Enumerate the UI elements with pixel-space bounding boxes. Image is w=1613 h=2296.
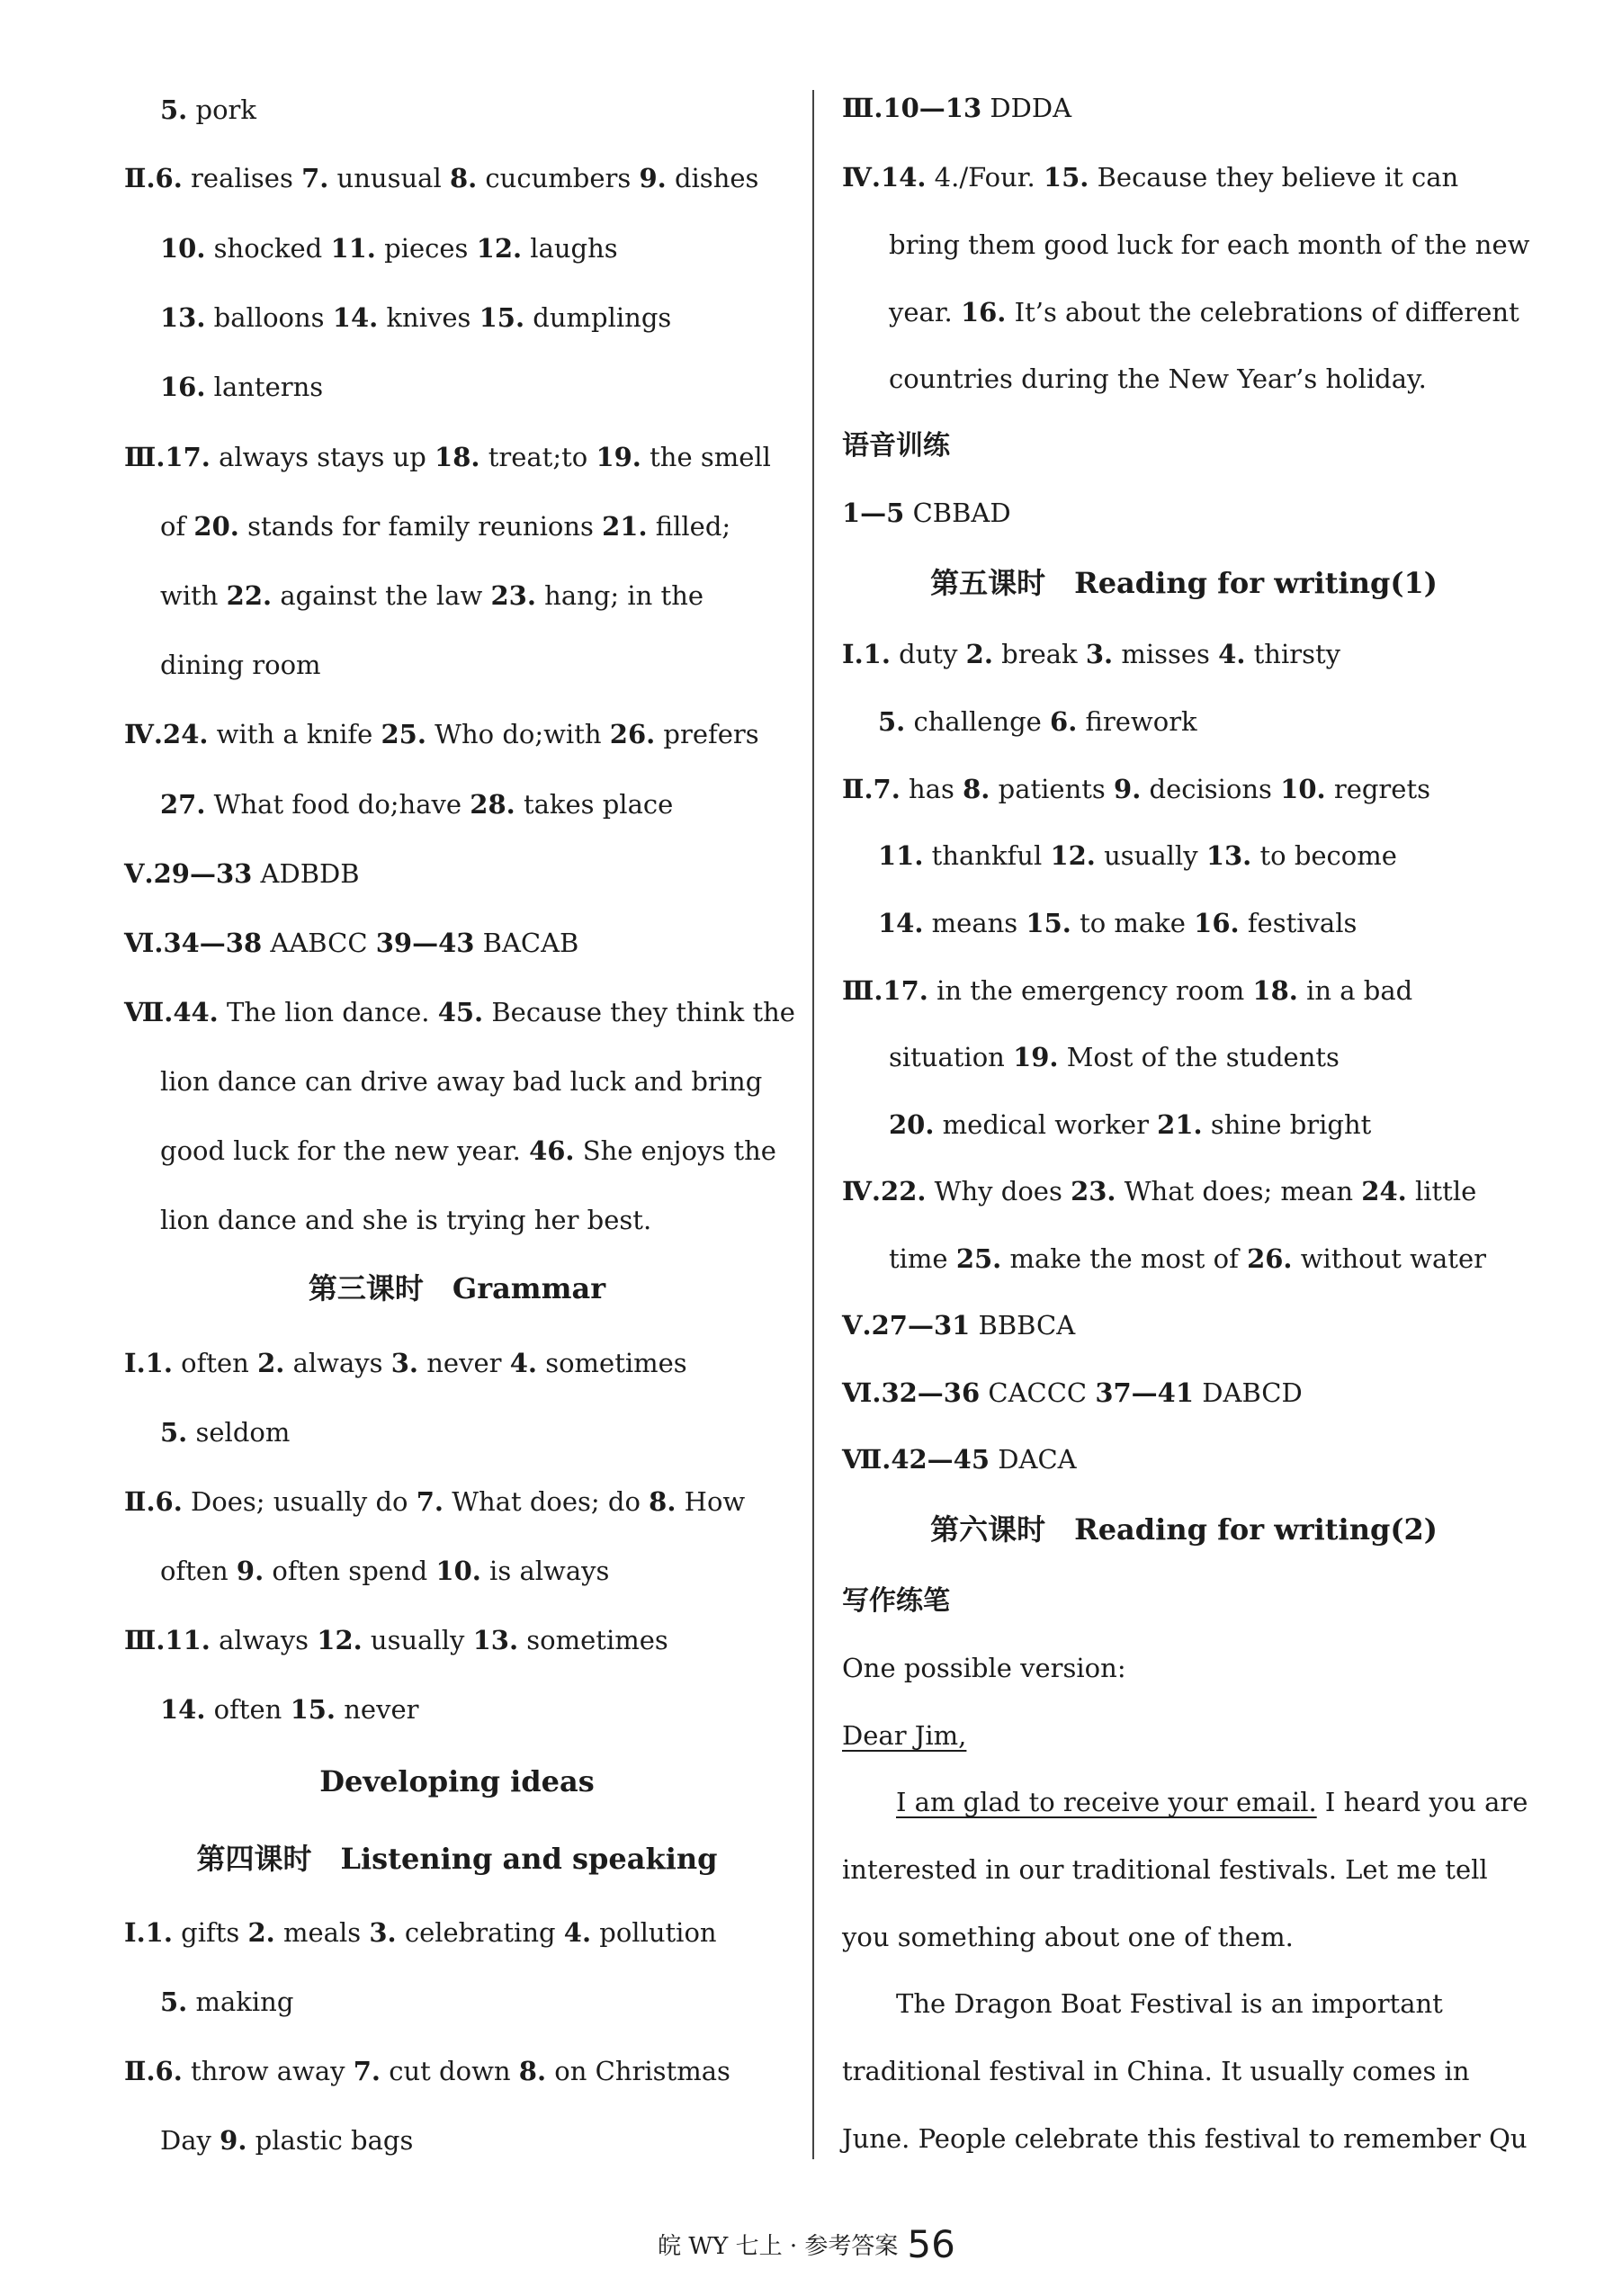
answer-line: Ⅱ.6. throw away 7. cut down 8. on Christmas bbox=[124, 2056, 730, 2086]
answer-line: lion dance and she is trying her best. bbox=[160, 1205, 652, 1235]
essay-line: interested in our traditional festivals. Let me tell bbox=[842, 1854, 1488, 1885]
answer-line: Ⅲ.10—13 DDDA bbox=[842, 93, 1072, 123]
answer-line: bring them good luck for each month of the new bbox=[889, 229, 1530, 260]
lesson-heading: 第三课时 Grammar bbox=[308, 1271, 606, 1305]
answer-line: year. 16. It’s about the celebrations of different bbox=[889, 297, 1519, 327]
essay-line: June. People celebrate this festival to remember Qu bbox=[842, 2123, 1528, 2154]
essay-line: One possible version: bbox=[842, 1653, 1126, 1683]
answer-line: 14. means 15. to make 16. festivals bbox=[878, 908, 1358, 938]
answer-line: 16. lanterns bbox=[160, 372, 324, 402]
answer-line: with 22. against the law 23. hang; in the bbox=[160, 580, 704, 611]
answer-line: 11. thankful 12. usually 13. to become bbox=[878, 840, 1397, 871]
answer-line: 1—5 CBBAD bbox=[842, 498, 1011, 528]
answer-line: Ⅴ.27—31 BBBCA bbox=[842, 1310, 1076, 1341]
essay-line: traditional festival in China. It usually comes in bbox=[842, 2056, 1470, 2086]
answer-line: Ⅱ.6. realises 7. unusual 8. cucumbers 9. dishes bbox=[124, 163, 759, 193]
answer-line: 13. balloons 14. knives 15. dumplings bbox=[160, 302, 672, 333]
lesson-heading: 第四课时 Listening and speaking bbox=[196, 1842, 718, 1876]
page-footer bbox=[0, 2222, 1613, 2266]
answer-line: 27. What food do;have 28. takes place bbox=[160, 789, 674, 820]
section-heading: Developing ideas bbox=[319, 1764, 595, 1798]
answer-line: Ⅵ.34—38 AABCC 39—43 BACAB bbox=[124, 928, 579, 958]
answer-line: time 25. make the most of 26. without water bbox=[889, 1243, 1486, 1274]
answer-line: Ⅱ.6. Does; usually do 7. What does; do 8. How bbox=[124, 1486, 746, 1517]
subsection-heading: 写作练笔 bbox=[842, 1585, 950, 1617]
essay-salutation: Dear Jim, bbox=[842, 1720, 967, 1751]
answer-line: Ⅳ.22. Why does 23. What does; mean 24. little bbox=[842, 1176, 1477, 1206]
answer-line: Ⅲ.11. always 12. usually 13. sometimes bbox=[124, 1625, 668, 1655]
answer-line: Ⅰ.1. duty 2. break 3. misses 4. thirsty bbox=[842, 639, 1341, 669]
subsection-heading: 语音训练 bbox=[842, 430, 950, 462]
answer-line: Day 9. plastic bags bbox=[160, 2125, 414, 2156]
column-divider bbox=[812, 90, 814, 2159]
answer-line: often 9. often spend 10. is always bbox=[160, 1556, 610, 1586]
answer-line: lion dance can drive away bad luck and bring bbox=[160, 1066, 763, 1097]
answer-line: 14. often 15. never bbox=[160, 1694, 419, 1725]
answer-line: Ⅶ.44. The lion dance. 45. Because they think the bbox=[124, 997, 795, 1027]
answer-line: Ⅵ.32—36 CACCC 37—41 DABCD bbox=[842, 1377, 1303, 1408]
essay-line: you something about one of them. bbox=[842, 1922, 1294, 1952]
answer-line: situation 19. Most of the students bbox=[889, 1042, 1340, 1072]
footer-text: 皖 WY 七上 · 参考答案 bbox=[658, 2233, 899, 2260]
lesson-heading: 第五课时 Reading for writing(1) bbox=[930, 566, 1438, 600]
lesson-heading: 第六课时 Reading for writing(2) bbox=[930, 1512, 1438, 1547]
answer-line: 5. challenge 6. firework bbox=[878, 706, 1197, 737]
answer-line: 10. shocked 11. pieces 12. laughs bbox=[160, 233, 618, 264]
answer-line: dining room bbox=[160, 650, 321, 680]
answer-line: Ⅳ.24. with a knife 25. Who do;with 26. prefers bbox=[124, 719, 759, 749]
answer-line: 5. seldom bbox=[160, 1417, 291, 1448]
answer-line: Ⅳ.14. 4./Four. 15. Because they believe it can bbox=[842, 162, 1459, 193]
answer-line: 5. pork bbox=[160, 94, 256, 125]
answer-line: Ⅲ.17. always stays up 18. treat;to 19. the smell bbox=[124, 442, 771, 472]
answer-line: Ⅰ.1. gifts 2. meals 3. celebrating 4. pollution bbox=[124, 1917, 717, 1948]
answer-line: good luck for the new year. 46. She enjoys the bbox=[160, 1135, 776, 1166]
answer-line: 5. making bbox=[160, 1987, 294, 2017]
answer-line: 20. medical worker 21. shine bright bbox=[889, 1109, 1372, 1140]
answer-line: Ⅴ.29—33 ADBDB bbox=[124, 858, 360, 889]
answer-line: Ⅱ.7. has 8. patients 9. decisions 10. regrets bbox=[842, 774, 1430, 804]
page-number: 56 bbox=[907, 2222, 955, 2266]
essay-line: I am glad to receive your email. I heard you are bbox=[896, 1787, 1528, 1817]
essay-line: The Dragon Boat Festival is an important bbox=[896, 1988, 1443, 2019]
answer-line: of 20. stands for family reunions 21. filled; bbox=[160, 511, 731, 542]
answer-line: Ⅲ.17. in the emergency room 18. in a bad bbox=[842, 975, 1413, 1006]
answer-line: countries during the New Year’s holiday. bbox=[889, 363, 1427, 394]
answer-line: Ⅶ.42—45 DACA bbox=[842, 1444, 1077, 1475]
answer-line: Ⅰ.1. often 2. always 3. never 4. sometimes bbox=[124, 1348, 687, 1378]
